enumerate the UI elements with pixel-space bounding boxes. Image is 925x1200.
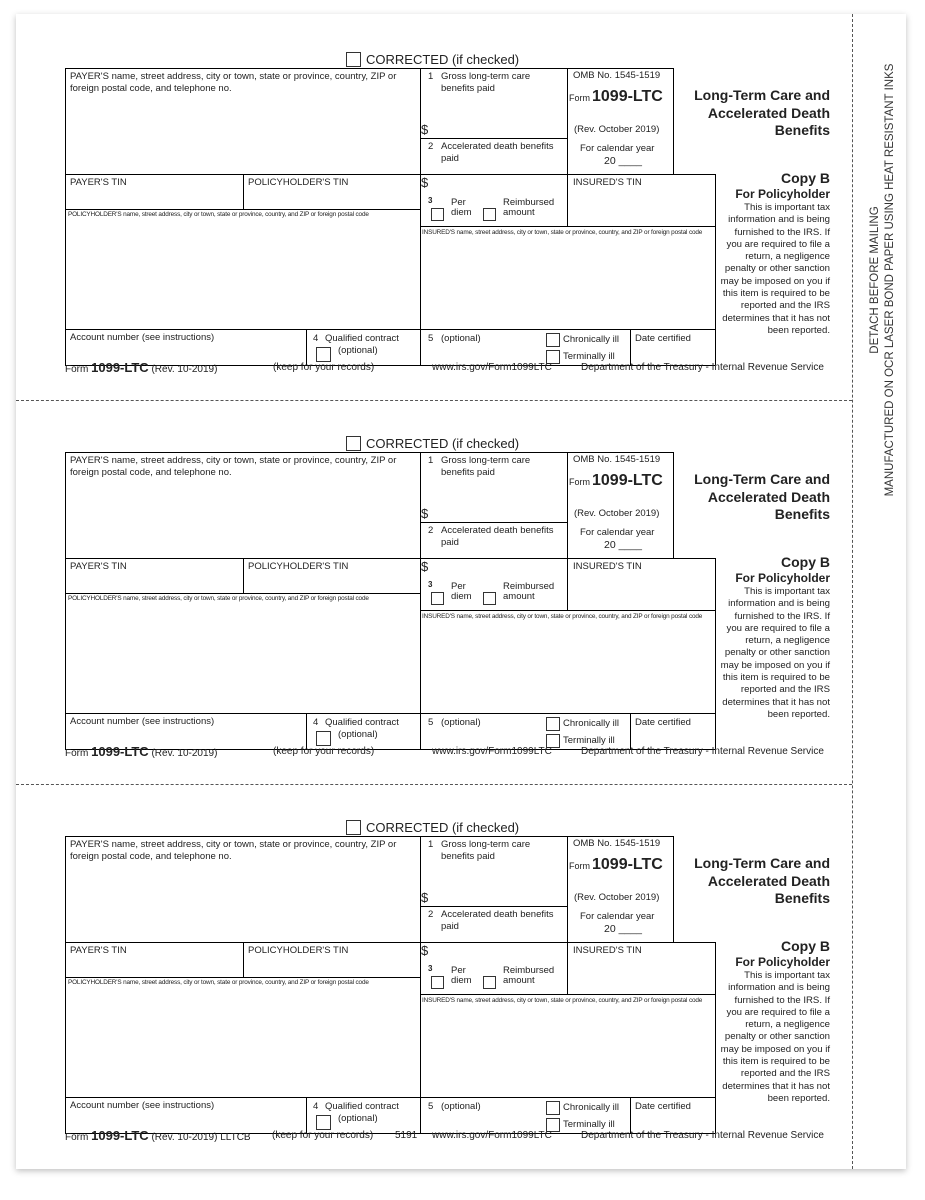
footer-code-5191: 5191 [395,1130,418,1141]
footer-keep-records: (keep for your records) [273,362,375,373]
box5-optional-field[interactable]: (optional) [441,333,481,344]
box1-gross-benefits-field[interactable]: Gross long-term care benefits paid [441,839,531,862]
calendar-year-field[interactable]: 20 ____ [604,539,642,551]
form-copy-2 [0,436,852,776]
qualified-contract-label: Qualified contract [325,717,399,728]
footer-department: Department of the Treasury - Internal Revenue Service [581,362,824,373]
qualified-contract-label: Qualified contract [325,1101,399,1112]
corrected-checkbox-label[interactable] [346,820,519,835]
qualified-contract-optional: (optional) [338,345,378,356]
form-title: Long-Term Care and Accelerated Death Benefits [694,87,830,138]
footer-department: Department of the Treasury - Internal Revenue Service [581,1130,824,1141]
form-revision: (Rev. October 2019) [574,124,660,135]
qualified-contract-optional: (optional) [338,1113,378,1124]
box4-number: 4 [313,1101,319,1112]
footer-form-id [65,1129,251,1144]
footer-irs-link[interactable]: www.irs.gov/Form1099LTC [432,362,552,373]
qualified-contract-label: Qualified contract [325,333,399,344]
box5-number: 5 [428,333,434,344]
per-diem-checkbox[interactable] [431,592,444,605]
policyholder-name-field[interactable]: POLICYHOLDER'S name, street address, city or town, state or province, country, and ZIP or foreign postal code [68,979,369,986]
payer-tin-field[interactable]: PAYER'S TIN [70,561,127,572]
copy-b-heading: Copy B [781,938,830,954]
form-word: Form [569,93,590,103]
corrected-text: CORRECTED (if checked) [366,820,520,835]
form-title: Long-Term Care and Accelerated Death Benefits [694,471,830,522]
form-word: Form [569,861,590,871]
box4-number: 4 [313,333,319,344]
box5-optional-field[interactable]: (optional) [441,1101,481,1112]
reimbursed-amount-label: Reimbursed amount [503,197,555,218]
box1-dollar-sign: $ [421,506,429,521]
box1-gross-benefits-field[interactable]: Gross long-term care benefits paid [441,455,531,478]
qualified-contract-checkbox[interactable] [316,731,331,746]
policyholder-name-field[interactable]: POLICYHOLDER'S name, street address, city or town, state or province, country, and ZIP or foreign postal code [68,211,369,218]
copy-b-notice [718,554,830,721]
payer-tin-field[interactable]: PAYER'S TIN [70,945,127,956]
form-number: 1099-LTC [592,856,663,873]
insured-name-field[interactable]: INSURED'S name, street address, city or town, state or province, country, and ZIP or foreign postal code [422,613,703,620]
payer-tin-field[interactable]: PAYER'S TIN [70,177,127,188]
box5-optional-field[interactable]: (optional) [441,717,481,728]
detach-line-vertical [852,14,853,1169]
footer-form-word: Form [65,748,89,759]
chronically-ill-checkbox[interactable] [546,717,560,731]
box2-dollar-sign: $ [421,559,429,574]
for-policyholder-heading: For Policyholder [735,187,830,201]
terminally-ill-label: Terminally ill [563,351,615,362]
insured-tin-field[interactable]: INSURED'S TIN [573,177,642,188]
reimbursed-checkbox[interactable] [483,208,496,221]
footer-form-number: 1099-LTC [91,1128,149,1143]
footer-revision: (Rev. 10-2019) [151,748,218,759]
chronically-ill-label: Chronically ill [563,718,619,729]
omb-number: OMB No. 1545-1519 [573,838,661,849]
box1-dollar-sign: $ [421,890,429,905]
omb-number: OMB No. 1545-1519 [573,70,661,81]
qualified-contract-checkbox[interactable] [316,347,331,362]
box2-dollar-sign: $ [421,175,429,190]
box3-number: 3 [428,580,433,589]
copy-b-heading: Copy B [781,170,830,186]
calendar-year-field[interactable]: 20 ____ [604,155,642,167]
form-copy-1 [0,52,852,392]
chronically-ill-label: Chronically ill [563,1102,619,1113]
footer-irs-link[interactable]: www.irs.gov/Form1099LTC [432,1130,552,1141]
form-word: Form [569,477,590,487]
box1-gross-benefits-field[interactable]: Gross long-term care benefits paid [441,71,531,94]
per-diem-checkbox[interactable] [431,976,444,989]
per-diem-checkbox[interactable] [431,208,444,221]
form-number: 1099-LTC [592,472,663,489]
corrected-checkbox[interactable] [346,436,361,451]
corrected-text: CORRECTED (if checked) [366,436,520,451]
side-text-detach: DETACH BEFORE MAILING [869,206,881,354]
important-tax-notice: This is important tax information and is being furnished to the IRS. If you are required to file a return, a negligence penalty or other sanction may be imposed on you if this item is required to be reported and the IRS determines that it has not been reported. [720,202,830,336]
footer-irs-link[interactable]: www.irs.gov/Form1099LTC [432,746,552,757]
terminally-ill-label: Terminally ill [563,1119,615,1130]
corrected-checkbox[interactable] [346,52,361,67]
policyholder-tin-field[interactable]: POLICYHOLDER'S TIN [248,945,349,956]
date-certified-field[interactable]: Date certified [635,333,691,344]
copy-b-notice [718,938,830,1105]
tear-line-2 [16,784,852,785]
per-diem-label: Per diem [451,965,472,986]
qualified-contract-optional: (optional) [338,729,378,740]
side-instructions [868,60,898,500]
box3-number: 3 [428,964,433,973]
corrected-checkbox-label[interactable] [346,436,519,451]
box5-number: 5 [428,1101,434,1112]
calendar-year-label: For calendar year [580,911,655,922]
payer-name-field[interactable]: PAYER'S name, street address, city or town, state or province, country, ZIP or foreign postal code, and telephone no. [70,455,397,478]
reimbursed-amount-label: Reimbursed amount [503,965,555,986]
corrected-checkbox[interactable] [346,820,361,835]
box2-dollar-sign: $ [421,943,429,958]
policyholder-tin-field[interactable]: POLICYHOLDER'S TIN [248,177,349,188]
box5-number: 5 [428,717,434,728]
policyholder-tin-field[interactable]: POLICYHOLDER'S TIN [248,561,349,572]
calendar-year-label: For calendar year [580,527,655,538]
box2-accelerated-benefits-field[interactable]: Accelerated death benefits paid [441,909,554,932]
footer-form-word: Form [65,1132,89,1143]
footer-form-number: 1099-LTC [91,744,149,759]
box1-dollar-sign: $ [421,122,429,137]
payer-name-field[interactable]: PAYER'S name, street address, city or town, state or province, country, ZIP or foreign postal code, and telephone no. [70,71,397,94]
box2-number: 2 [428,141,434,152]
box1-number: 1 [428,71,434,82]
box4-number: 4 [313,717,319,728]
important-tax-notice: This is important tax information and is being furnished to the IRS. If you are required to file a return, a negligence penalty or other sanction may be imposed on you if this item is required to be reported and the IRS determines that it has not been reported. [720,970,830,1104]
footer-code-lltcb: LLTCB [220,1132,251,1143]
for-policyholder-heading: For Policyholder [735,955,830,969]
form-number: 1099-LTC [592,88,663,105]
reimbursed-checkbox[interactable] [483,976,496,989]
payer-name-field[interactable]: PAYER'S name, street address, city or town, state or province, country, ZIP or foreign postal code, and telephone no. [70,839,397,862]
form-revision: (Rev. October 2019) [574,508,660,519]
footer-revision: (Rev. 10-2019) [151,1132,218,1143]
chronically-ill-label: Chronically ill [563,334,619,345]
box1-number: 1 [428,839,434,850]
qualified-contract-checkbox[interactable] [316,1115,331,1130]
copy-b-notice [718,170,830,337]
insured-name-field[interactable]: INSURED'S name, street address, city or town, state or province, country, and ZIP or foreign postal code [422,997,703,1004]
footer-department: Department of the Treasury - Internal Revenue Service [581,746,824,757]
copy-b-heading: Copy B [781,554,830,570]
box1-number: 1 [428,455,434,466]
account-number-field[interactable]: Account number (see instructions) [70,1100,215,1111]
insured-tin-field[interactable]: INSURED'S TIN [573,561,642,572]
box2-accelerated-benefits-field[interactable]: Accelerated death benefits paid [441,141,554,164]
box2-accelerated-benefits-field[interactable]: Accelerated death benefits paid [441,525,554,548]
box2-number: 2 [428,525,434,536]
per-diem-label: Per diem [451,581,472,602]
form-copy-3 [0,820,852,1160]
date-certified-field[interactable]: Date certified [635,1101,691,1112]
form-name-label [569,856,663,873]
per-diem-label: Per diem [451,197,472,218]
omb-number: OMB No. 1545-1519 [573,454,661,465]
reimbursed-checkbox[interactable] [483,592,496,605]
account-number-field[interactable]: Account number (see instructions) [70,716,215,727]
form-name-label [569,472,663,489]
tear-line-1 [16,400,852,401]
calendar-year-field[interactable]: 20 ____ [604,923,642,935]
important-tax-notice: This is important tax information and is being furnished to the IRS. If you are required to file a return, a negligence penalty or other sanction may be imposed on you if this item is required to be reported and the IRS determines that it has not been reported. [720,586,830,720]
calendar-year-label: For calendar year [580,143,655,154]
account-number-field[interactable]: Account number (see instructions) [70,332,215,343]
form-title: Long-Term Care and Accelerated Death Benefits [694,855,830,906]
footer-form-id [65,745,217,760]
terminally-ill-label: Terminally ill [563,735,615,746]
footer-form-word: Form [65,364,89,375]
policyholder-name-field[interactable]: POLICYHOLDER'S name, street address, city or town, state or province, country, and ZIP or foreign postal code [68,595,369,602]
corrected-text: CORRECTED (if checked) [366,52,520,67]
footer-form-id [65,361,217,376]
date-certified-field[interactable]: Date certified [635,717,691,728]
form-name-label [569,88,663,105]
footer-form-number: 1099-LTC [91,360,149,375]
reimbursed-amount-label: Reimbursed amount [503,581,555,602]
footer-keep-records: (keep for your records) [273,746,375,757]
for-policyholder-heading: For Policyholder [735,571,830,585]
chronically-ill-checkbox[interactable] [546,333,560,347]
corrected-checkbox-label[interactable] [346,52,519,67]
box3-number: 3 [428,196,433,205]
side-text-manufactured: MANUFACTURED ON OCR LASER BOND PAPER USING HEAT RESISTANT INKS [884,63,896,497]
footer-revision: (Rev. 10-2019) [151,364,218,375]
insured-name-field[interactable]: INSURED'S name, street address, city or town, state or province, country, and ZIP or foreign postal code [422,229,703,236]
chronically-ill-checkbox[interactable] [546,1101,560,1115]
box2-number: 2 [428,909,434,920]
footer-keep-records: (keep for your records) [272,1130,374,1141]
insured-tin-field[interactable]: INSURED'S TIN [573,945,642,956]
form-revision: (Rev. October 2019) [574,892,660,903]
